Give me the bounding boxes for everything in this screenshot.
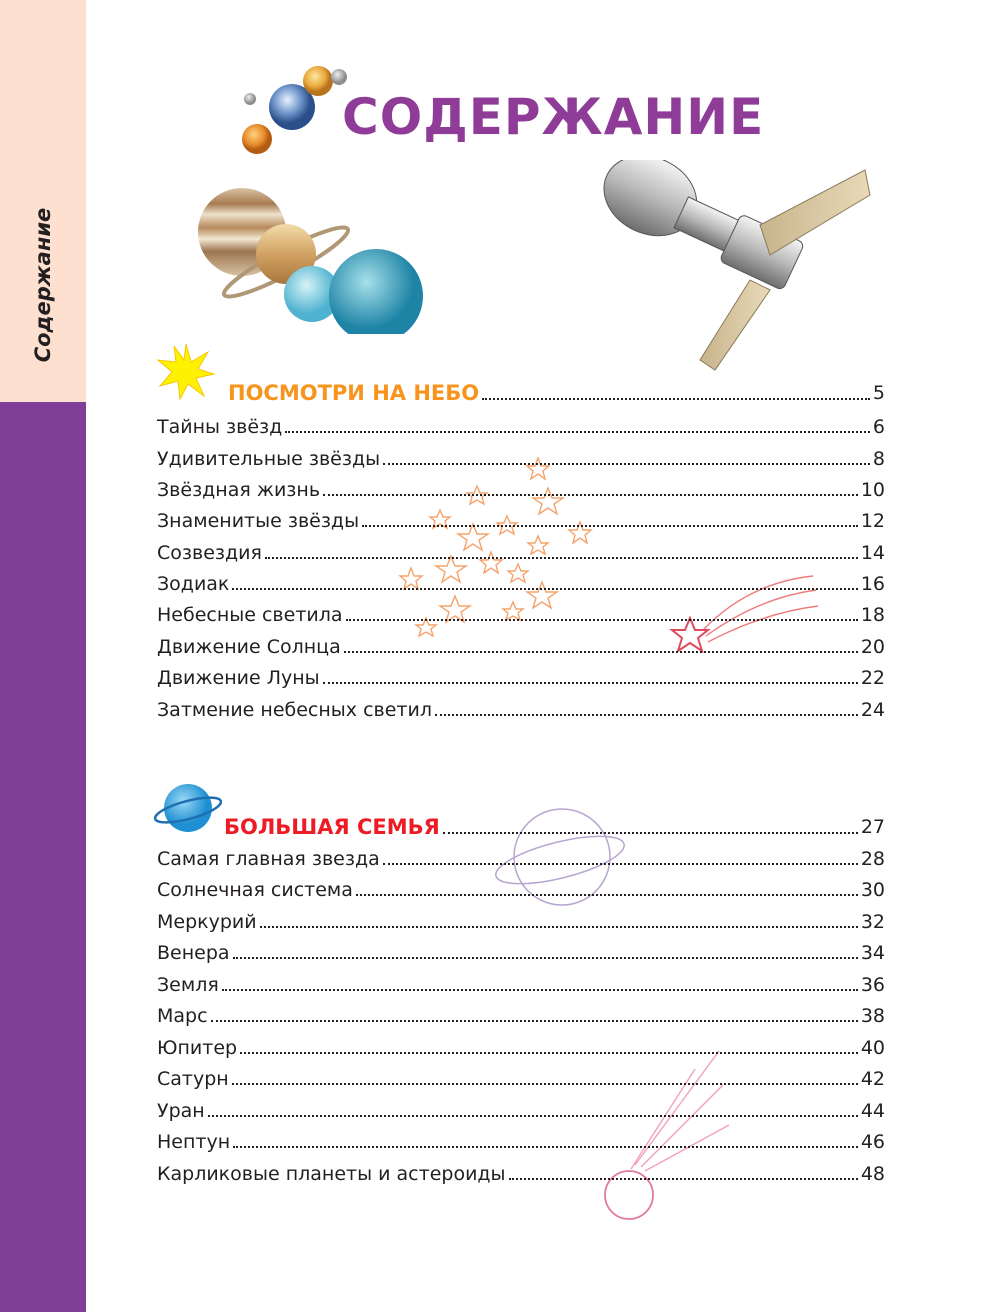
- toc-entry[interactable]: [157, 1061, 885, 1091]
- entry-label: Юпитер: [157, 1037, 238, 1059]
- page-number: 42: [860, 1068, 885, 1090]
- dot-leader: [362, 524, 858, 527]
- dot-leader: [232, 1082, 858, 1085]
- spacecraft-icon: [565, 160, 875, 380]
- page-number: 10: [860, 479, 885, 501]
- toc-entry[interactable]: [157, 1124, 885, 1154]
- dot-leader: [233, 1145, 858, 1148]
- entry-label: Затмение небесных светил: [157, 699, 432, 721]
- page-number: 24: [860, 699, 885, 721]
- ringed-planet-icon: [152, 780, 222, 838]
- page-number: 22: [860, 667, 885, 689]
- sidebar-bottom-band: [0, 402, 86, 1312]
- page-number: 38: [860, 1005, 885, 1027]
- dot-leader: [509, 1177, 858, 1180]
- toc-entry[interactable]: [157, 441, 885, 471]
- page-number: 5: [872, 382, 885, 404]
- entry-label: Созвездия: [157, 542, 262, 564]
- toc-entry[interactable]: [157, 904, 885, 934]
- toc-entry[interactable]: [157, 1093, 885, 1123]
- page-number: 6: [872, 416, 885, 438]
- dot-leader: [435, 713, 858, 716]
- toc-entry[interactable]: [157, 629, 885, 659]
- toc-entry[interactable]: [157, 998, 885, 1028]
- section-heading-2[interactable]: [224, 810, 885, 840]
- dot-leader: [233, 956, 858, 959]
- toc-entry[interactable]: [157, 472, 885, 502]
- entry-label: Знаменитые звёзды: [157, 510, 360, 532]
- dot-leader: [383, 462, 870, 465]
- page-number: 36: [860, 974, 885, 996]
- dot-leader: [232, 587, 857, 590]
- toc-entry[interactable]: [157, 1156, 885, 1186]
- section-title: ПОСМОТРИ НА НЕБО: [228, 381, 480, 405]
- page-number: 20: [860, 636, 885, 658]
- page-number: 16: [860, 573, 885, 595]
- page-title: СОДЕРЖАНИЕ: [342, 88, 765, 146]
- toc-entry[interactable]: [157, 535, 885, 565]
- dot-leader: [240, 1051, 858, 1054]
- page-number: 14: [860, 542, 885, 564]
- toc-entry[interactable]: [157, 841, 885, 871]
- entry-label: Карликовые планеты и астероиды: [157, 1163, 506, 1185]
- page-number: 44: [860, 1100, 885, 1122]
- dot-leader: [443, 831, 858, 834]
- page-number: 32: [860, 911, 885, 933]
- entry-label: Сатурн: [157, 1068, 229, 1090]
- entry-label: Движение Луны: [157, 667, 320, 689]
- sun-star-icon: [156, 342, 216, 400]
- sidebar-tab: [0, 190, 86, 380]
- toc-entry[interactable]: [157, 597, 885, 627]
- dot-leader: [356, 893, 858, 896]
- dot-leader: [285, 430, 870, 433]
- entry-label: Самая главная звезда: [157, 848, 380, 870]
- toc-entry[interactable]: [157, 503, 885, 533]
- toc-entry[interactable]: [157, 692, 885, 722]
- entry-label: Небесные светила: [157, 604, 343, 626]
- dot-leader: [211, 1019, 858, 1022]
- toc-entry[interactable]: [157, 935, 885, 965]
- page-number: 8: [872, 448, 885, 470]
- page-number: 30: [860, 879, 885, 901]
- small-planets-icon: [235, 62, 355, 162]
- page-number: 12: [860, 510, 885, 532]
- entry-label: Уран: [157, 1100, 205, 1122]
- page-number: 46: [860, 1131, 885, 1153]
- entry-label: Зодиак: [157, 573, 230, 595]
- entry-label: Марс: [157, 1005, 208, 1027]
- entry-label: Звёздная жизнь: [157, 479, 321, 501]
- planets-group-icon: [192, 184, 432, 334]
- dot-leader: [323, 681, 858, 684]
- page-number: 40: [860, 1037, 885, 1059]
- toc-entry[interactable]: [157, 967, 885, 997]
- entry-label: Тайны звёзд: [157, 416, 283, 438]
- toc-entry[interactable]: [157, 872, 885, 902]
- dot-leader: [346, 618, 858, 621]
- section-heading-1[interactable]: [228, 376, 885, 406]
- toc-entry[interactable]: [157, 660, 885, 690]
- dot-leader: [383, 862, 858, 865]
- entry-label: Меркурий: [157, 911, 257, 933]
- dot-leader: [222, 988, 858, 991]
- entry-label: Солнечная система: [157, 879, 353, 901]
- entry-label: Удивительные звёзды: [157, 448, 381, 470]
- dot-leader: [344, 650, 858, 653]
- page-number: 34: [860, 942, 885, 964]
- page-number: 27: [860, 816, 885, 838]
- page-number: 28: [860, 848, 885, 870]
- sidebar-label: Содержание: [31, 207, 55, 363]
- toc-entry[interactable]: [157, 409, 885, 439]
- entry-label: Венера: [157, 942, 230, 964]
- toc-entry[interactable]: [157, 566, 885, 596]
- dot-leader: [208, 1114, 858, 1117]
- entry-label: Движение Солнца: [157, 636, 341, 658]
- entry-label: Нептун: [157, 1131, 231, 1153]
- entry-label: Земля: [157, 974, 219, 996]
- section-title: БОЛЬШАЯ СЕМЬЯ: [224, 815, 440, 839]
- dot-leader: [265, 556, 858, 559]
- page-number: 18: [860, 604, 885, 626]
- page-number: 48: [860, 1163, 885, 1185]
- dot-leader: [323, 493, 858, 496]
- toc-entry[interactable]: [157, 1030, 885, 1060]
- dot-leader: [482, 397, 870, 400]
- dot-leader: [260, 925, 858, 928]
